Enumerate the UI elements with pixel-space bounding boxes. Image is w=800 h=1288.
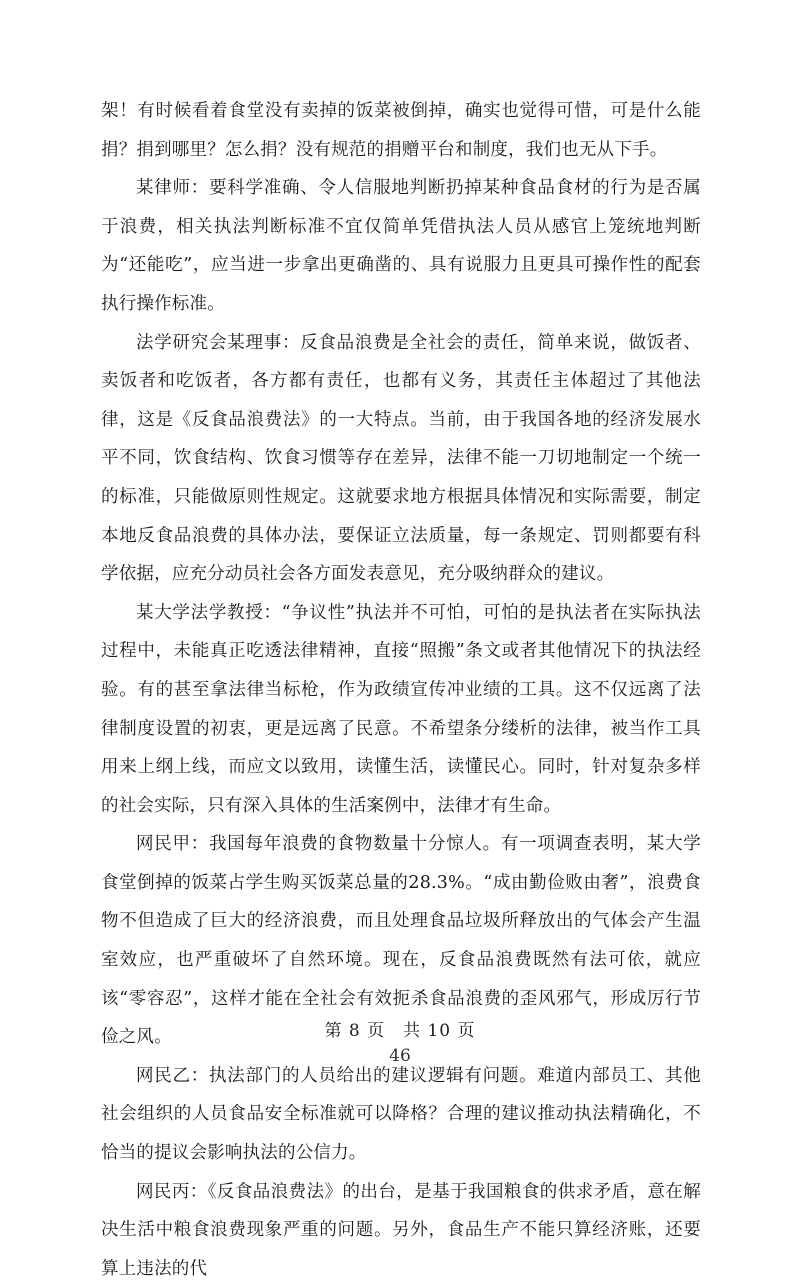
- paragraph-continuation: 架！有时候看着食堂没有卖掉的饭菜被倒掉，确实也觉得可惜，可是什么能捐？捐到哪里？怎么捐？没有规范的捐赠平台和制度，我们也无从下手。: [101, 101, 701, 160]
- page-indicator: 第 8 页 共 10 页: [324, 1021, 476, 1041]
- paragraph-netizen-a: 网民甲：我国每年浪费的食物数量十分惊人。有一项调查表明，某大学食堂倒掉的饭菜占学生购买饭菜总量的28.3%。“成由勤俭败由奢”，浪费食物不但造成了巨大的经济浪费，而且处理食品垃圾所释放出的气体会产生温室效应，也严重破坏了自然环境。现在，反食品浪费既然有法可依，就应该“零容忍”，这样才能在全社会有效扼杀食品浪费的歪风邪气，形成厉行节俭之风。: [101, 834, 701, 1048]
- paragraph-lawyer: 某律师：要科学准确、令人信服地判断扔掉某种食品食材的行为是否属于浪费，相关执法判断标准不宜仅简单凭借执法人员从感官上笼统地判断为“还能吃”，应当进一步拿出更确凿的、具有说服力且更具可操作性的配套执行操作标准。: [101, 178, 701, 314]
- paragraph-law-professor: 某大学法学教授：“争议性”执法并不可怕，可怕的是执法者在实际执法过程中，未能真正吃透法律精神，直接“照搬”条文或者其他情况下的执法经验。有的甚至拿法律当标枪，作为政绩宣传冲业绩的工具。这不仅远离了法律制度设置的初衷，更是远离了民意。不希望条分缕析的法律，被当作工具用来上纲上线，而应文以致用，读懂生活，读懂民心。同时，针对复杂多样的社会实际，只有深入具体的生活案例中，法律才有生命。: [101, 602, 701, 816]
- paragraph-law-society-director: 法学研究会某理事：反食品浪费是全社会的责任，简单来说，做饭者、卖饭者和吃饭者，各方都有责任，也都有义务，其责任主体超过了其他法律，这是《反食品浪费法》的一大特点。当前，由于我国各地的经济发展水平不同，饮食结构、饮食习惯等存在差异，法律不能一刀切地制定一个统一的标准，只能做原则性规定。这就要求地方根据具体情况和实际需要，制定本地反食品浪费的具体办法，要保证立法质量，每一条规定、罚则都要有科学依据，应充分动员社会各方面发表意见，充分吸纳群众的建议。: [101, 332, 701, 585]
- paragraph-netizen-b: 网民乙：执法部门的人员给出的建议逻辑有问题。难道内部员工、其他社会组织的人员食品安全标准就可以降格？合理的建议推动执法精确化，不恰当的提议会影响执法的公信力。: [101, 1065, 701, 1164]
- sheet-number: 46: [389, 1046, 411, 1066]
- paragraph-netizen-c: 网民丙：《反食品浪费法》的出台，是基于我国粮食的供求矛盾，意在解决生活中粮食浪费现象严重的问题。另外，食品生产不能只算经济账，还要算上违法的代: [101, 1181, 701, 1279]
- document-body: [101, 92, 701, 1288]
